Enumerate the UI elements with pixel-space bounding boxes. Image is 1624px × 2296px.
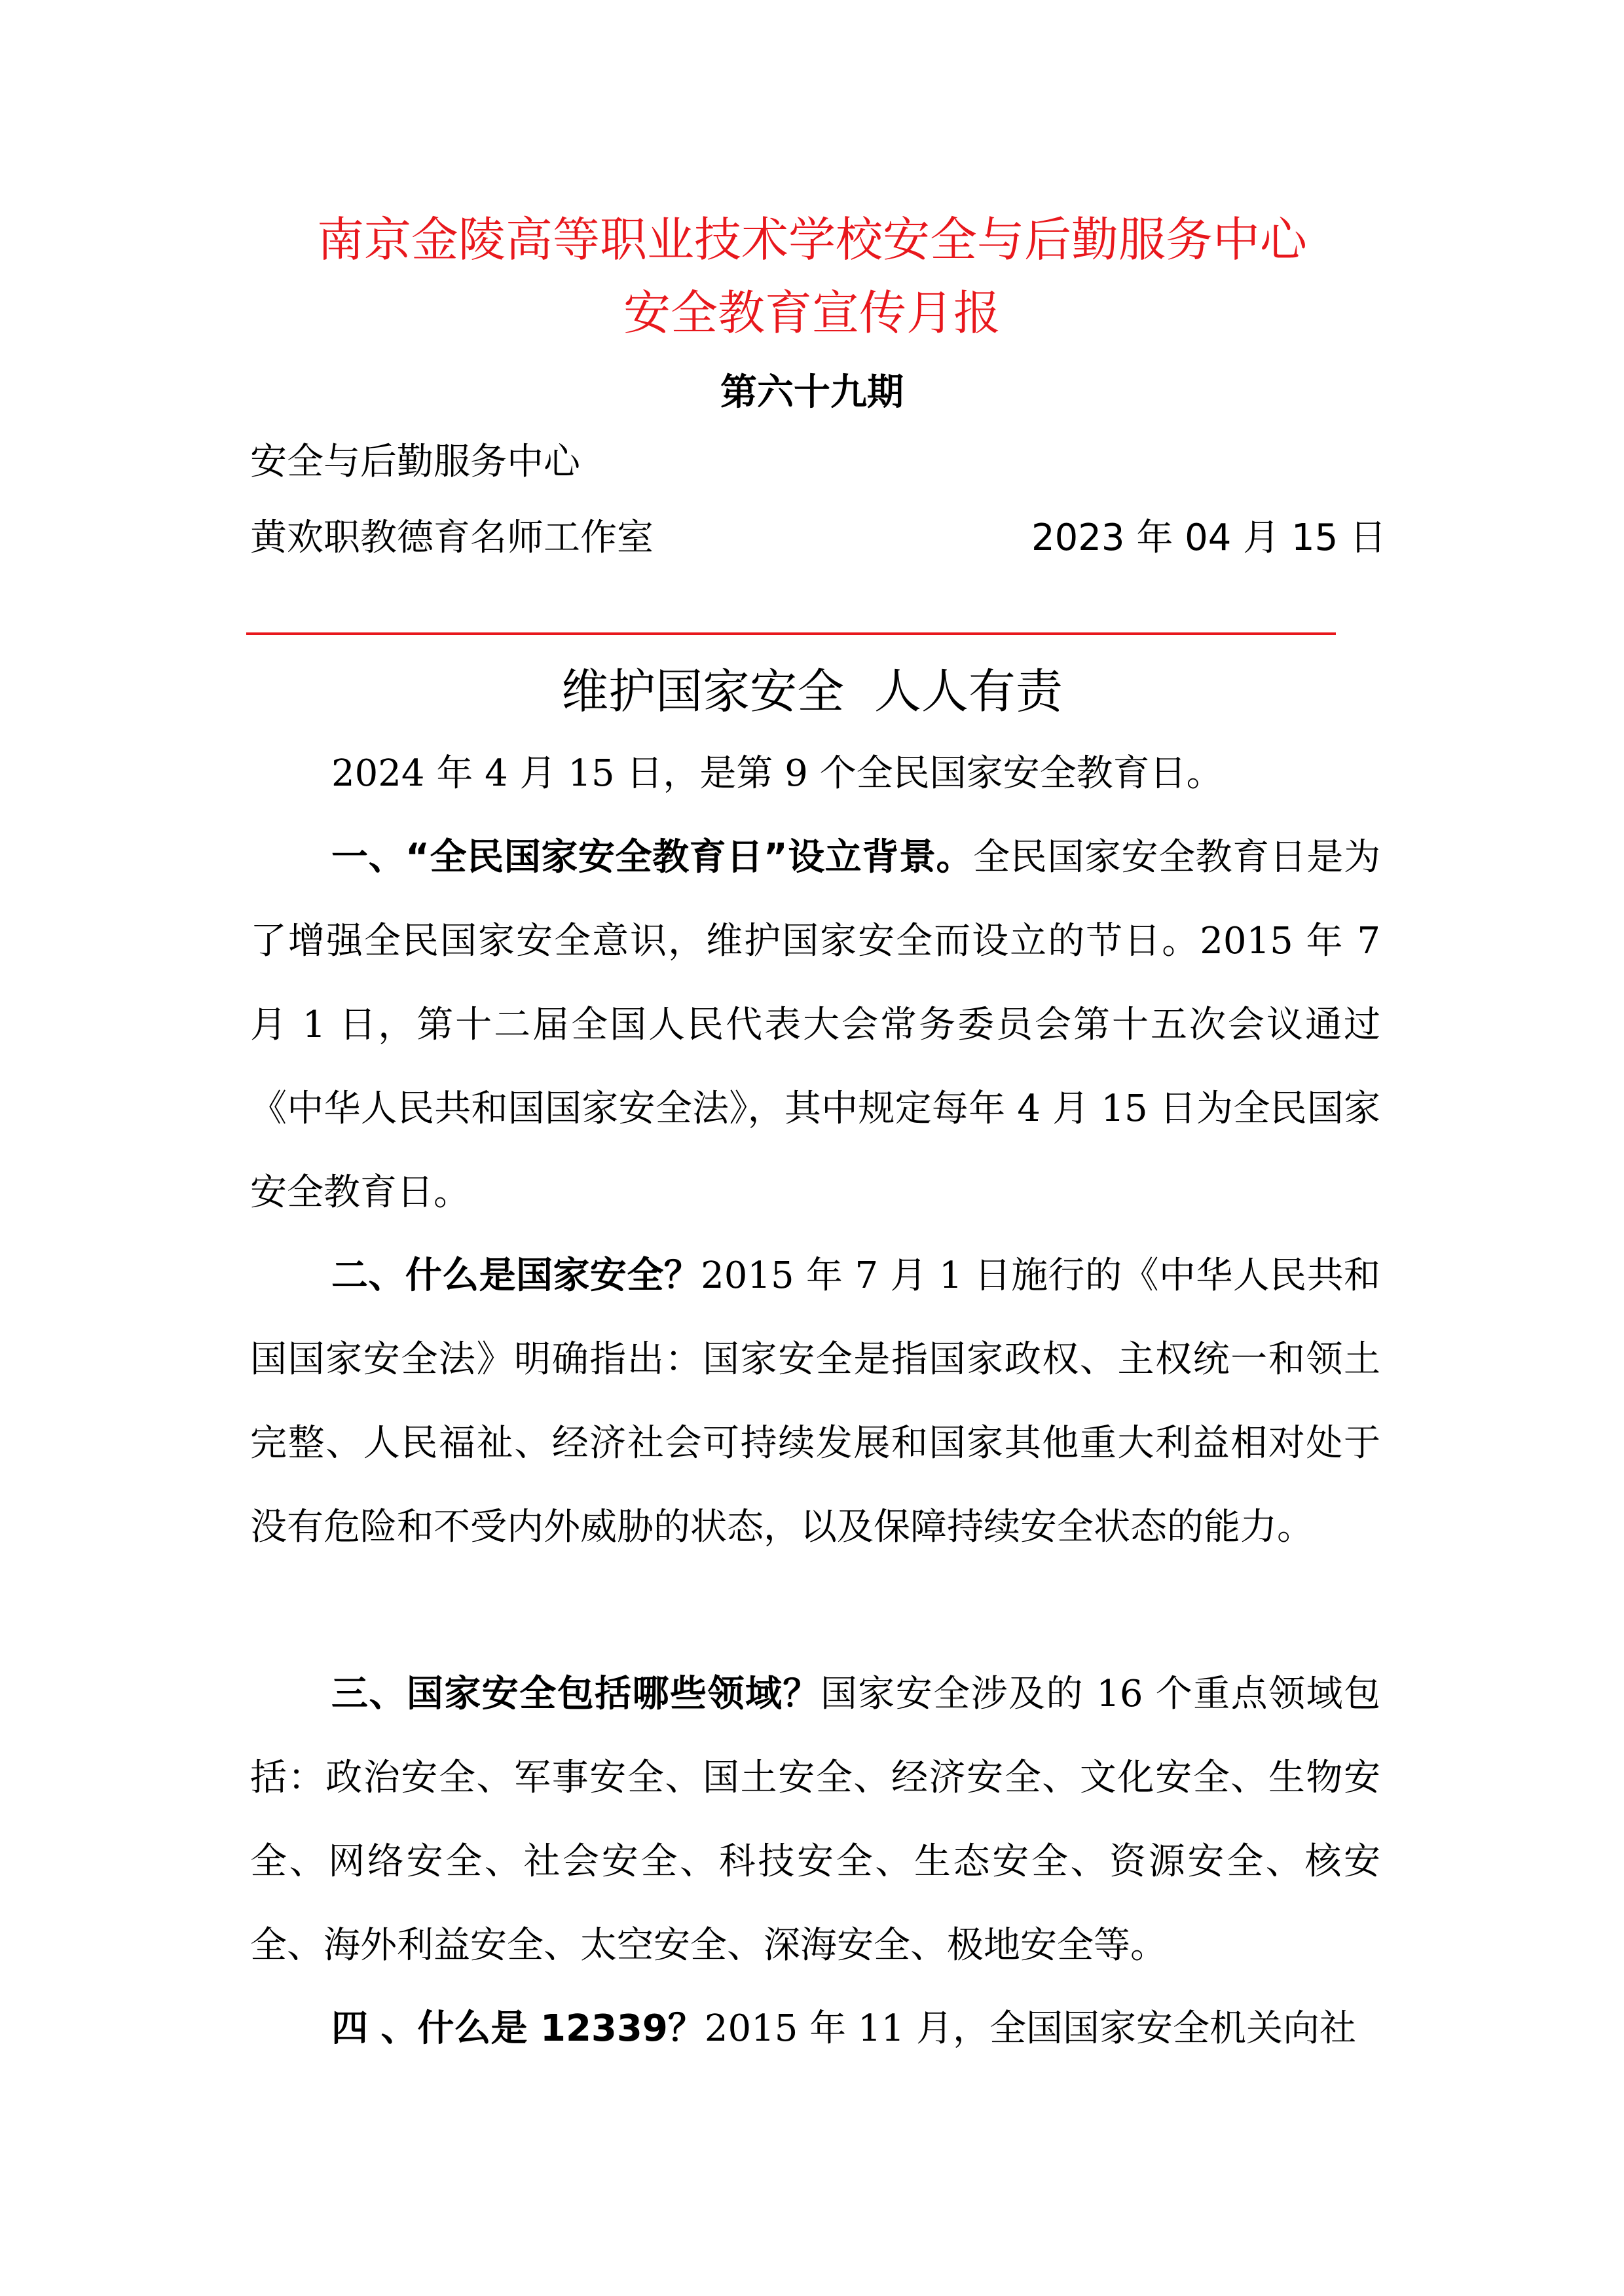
paragraph-domains [250, 1652, 1380, 1988]
report-title-line-2: 安全教育宣传月报 [623, 285, 1001, 340]
issue-number: 第六十九期 [720, 371, 904, 414]
paragraph-heading: 三、国家安全包括哪些领域？ [331, 1673, 821, 1715]
paragraph-heading: 一、“全民国家安全教育日”设立背景。 [331, 836, 974, 879]
header-divider [246, 632, 1336, 635]
paragraph-text: 2024 年 4 月 15 日，是第 9 个全民国家安全教育日。 [331, 752, 1223, 795]
paragraph-definition [250, 1234, 1380, 1569]
report-title-line-1: 南京金陵高等职业技术学校安全与后勤服务中心 [316, 212, 1307, 267]
paragraph-hotline [250, 1987, 1380, 2071]
paragraph-intro [250, 732, 1380, 816]
issuer-line-1: 安全与后勤服务中心 [250, 441, 580, 483]
paragraph-background [250, 816, 1380, 1235]
publish-date: 2023 年 04 月 15 日 [1031, 517, 1387, 559]
paragraph-heading: 四 、什么是 12339？ [331, 2007, 705, 2050]
issuer-line-2: 黄欢职教德育名师工作室 [250, 517, 654, 559]
paragraph-text: 2015 年 11 月，全国国家安全机关向社 [704, 2007, 1357, 2050]
paragraph-text: 2015 年 7 月 1 日施行的《中华人民共和国国家安全法》明确指出：国家安全是指国家政权、主权统一和领土完整、人民福祉、经济社会可持续发展和国家其他重大利益相对处于没有危险和不受内外威胁的状态，以及保障持续安全状态的能力。 [250, 1254, 1380, 1548]
paragraph-heading: 二、什么是国家安全？ [331, 1254, 701, 1297]
paragraph-text: 国家安全涉及的 16 个重点领域包括：政治安全、军事安全、国土安全、经济安全、文化安全、生物安全、网络安全、社会安全、科技安全、生态安全、资源安全、核安全、海外利益安全、太空安全、深海安全、极地安全等。 [250, 1673, 1381, 1967]
article-title: 维护国家安全 人人有责 [561, 664, 1063, 719]
paragraph-text: 全民国家安全教育日是为了增强全民国家安全意识，维护国家安全而设立的节日。2015 年 7 月 1 日，第十二届全国人民代表大会常务委员会第十五次会议通过《中华人民共和国国家安全法》，其中规定每年 4 月 15 日为全民国家安全教育日。 [250, 836, 1381, 1214]
